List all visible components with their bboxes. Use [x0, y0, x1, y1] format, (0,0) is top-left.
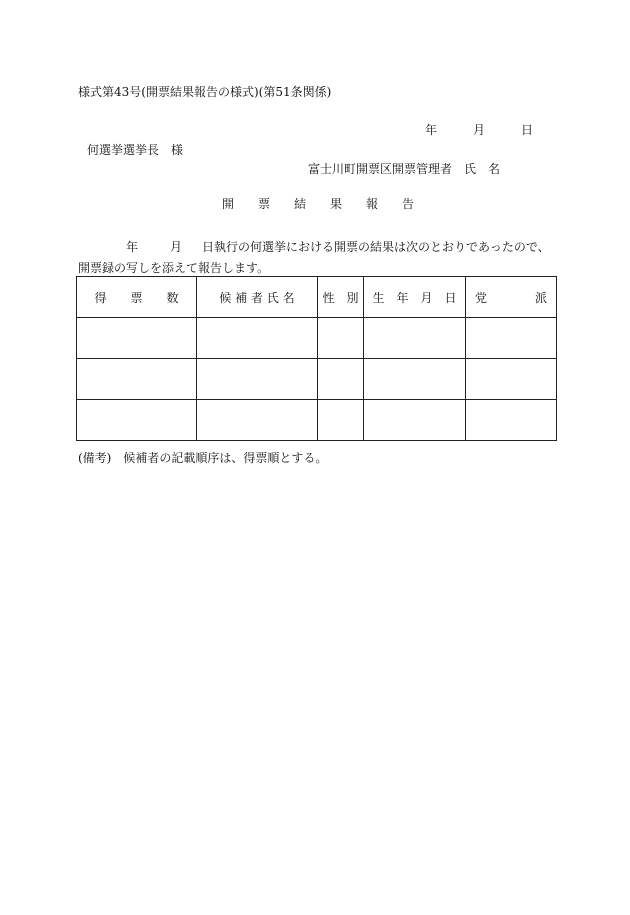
- body-text: 日執行の何選挙における開票の結果は次のとおりであったので、開票録の写しを添えて報告します。: [78, 240, 550, 275]
- header-candidate-name: 候 補 者 氏 名: [197, 277, 318, 318]
- result-table: [76, 276, 557, 441]
- table-row: [77, 359, 557, 400]
- body-year-label: 年: [126, 240, 139, 254]
- addressee: 何選挙選挙長 様: [87, 143, 184, 157]
- table-cell: [318, 359, 364, 400]
- table-cell: [197, 400, 318, 441]
- body-month-label: 月: [170, 240, 183, 254]
- table-cell: [364, 318, 466, 359]
- sender-line: 富士川町開票区開票管理者 氏 名: [308, 162, 501, 176]
- header-birth-date: 生 年 月 日: [364, 277, 466, 318]
- table-cell: [197, 359, 318, 400]
- table-cell: [318, 318, 364, 359]
- date-month-label: 月: [473, 123, 486, 137]
- table-cell: [466, 400, 557, 441]
- date-year-label: 年: [425, 123, 438, 137]
- table-cell: [364, 359, 466, 400]
- table-cell: [197, 318, 318, 359]
- report-body: [78, 237, 560, 279]
- table-cell: [364, 400, 466, 441]
- form-title: 様式第43号(開票結果報告の様式)(第51条関係): [78, 85, 332, 99]
- table-cell: [77, 318, 197, 359]
- table-row: [77, 400, 557, 441]
- table-cell: [318, 400, 364, 441]
- header-votes: 得 票 数: [77, 277, 197, 318]
- table-cell: [77, 359, 197, 400]
- table-header-row: [77, 277, 557, 318]
- table-cell: [466, 359, 557, 400]
- remarks-note: (備考) 候補者の記載順序は、得票順とする。: [78, 451, 328, 465]
- table-cell: [466, 318, 557, 359]
- header-party: 党 派: [466, 277, 557, 318]
- date-line: [425, 123, 533, 137]
- date-day-label: 日: [521, 123, 534, 137]
- report-heading: 開 票 結 果 報 告: [222, 197, 415, 211]
- table-row: [77, 318, 557, 359]
- table-cell: [77, 400, 197, 441]
- header-sex: 性 別: [318, 277, 364, 318]
